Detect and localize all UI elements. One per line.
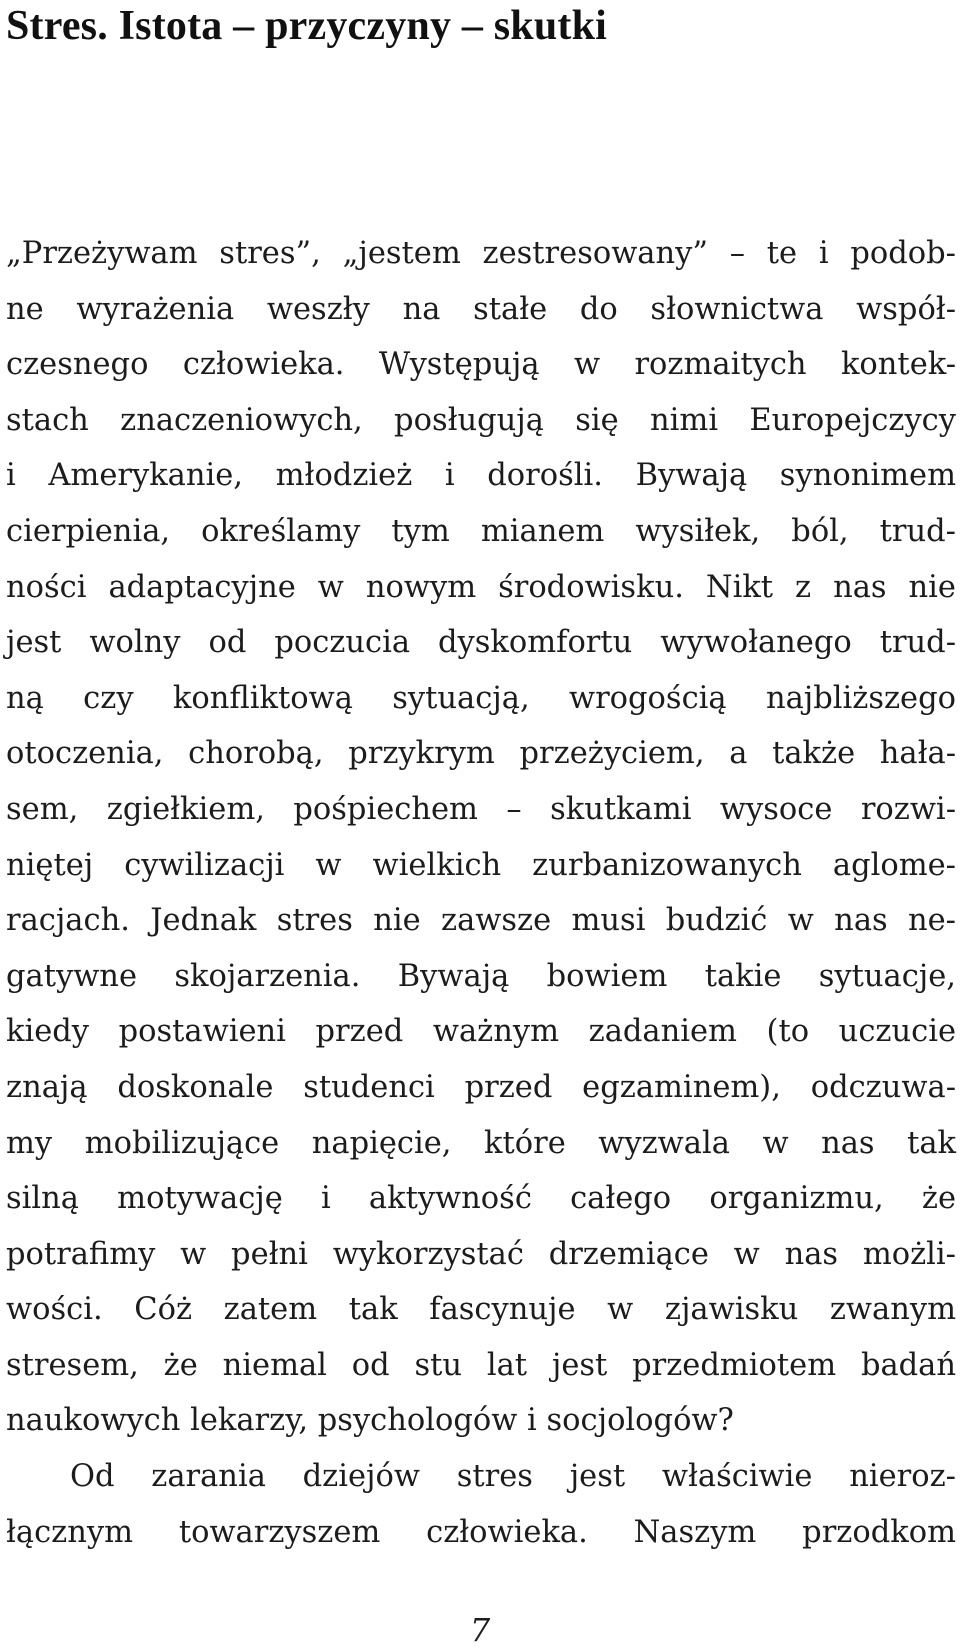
text-line: stach znaczeniowych, posługują się nimi Europejczycy (6, 402, 956, 438)
text-line: silną motywację i aktywność całego organizmu, że (6, 1181, 956, 1217)
text-line: ną czy konfliktową sytuacją, wrogością najbliższego (6, 680, 956, 716)
text-line: czesnego człowieka. Występują w rozmaitych kontek- (6, 347, 956, 383)
text-line: kiedy postawieni przed ważnym zadaniem (to uczucie (6, 1014, 956, 1050)
text-line: Od zarania dziejów stres jest właściwie nieroz- (70, 1459, 956, 1495)
text-line: cierpienia, określamy tym mianem wysiłek, ból, trud- (6, 513, 956, 549)
text-line: naukowych lekarzy, psychologów i socjologów? (6, 1403, 734, 1439)
text-line: i Amerykanie, młodzież i dorośli. Bywają synonimem (6, 458, 956, 494)
text-line: sem, zgiełkiem, pośpiechem – skutkami wysoce rozwi- (6, 791, 956, 827)
text-line: niętej cywilizacji w wielkich zurbanizowanych aglome- (6, 847, 956, 883)
body-text (6, 226, 956, 1560)
text-line: potrafimy w pełni wykorzystać drzemiące w nas możli- (6, 1236, 956, 1272)
text-line: wości. Cóż zatem tak fascynuje w zjawisku zwanym (6, 1292, 956, 1328)
text-line: „Przeżywam stres”, „jestem zestresowany” – te i podob- (6, 236, 956, 271)
text-line: łącznym towarzyszem człowieka. Naszym przodkom (6, 1514, 956, 1550)
text-line: gatywne skojarzenia. Bywają bowiem takie sytuacje, (6, 958, 956, 994)
text-line: stresem, że niemal od stu lat jest przedmiotem badań (6, 1347, 956, 1383)
text-line: znają doskonale studenci przed egzaminem), odczuwa- (6, 1069, 956, 1105)
text-line: ności adaptacyjne w nowym środowisku. Nikt z nas nie (6, 569, 956, 605)
text-line: ne wyrażenia weszły na stałe do słownictwa współ- (6, 291, 956, 327)
page-number: 7 (469, 1611, 491, 1649)
text-line: otoczenia, chorobą, przykrym przeżyciem, a także hała- (6, 736, 956, 772)
text-line: racjach. Jednak stres nie zawsze musi budzić w nas ne- (6, 903, 956, 939)
chapter-title: Stres. Istota – przyczyny – skutki (6, 3, 608, 49)
text-line: my mobilizujące napięcie, które wyzwala w nas tak (6, 1125, 956, 1161)
text-line: jest wolny od poczucia dyskomfortu wywołanego trud- (6, 625, 956, 661)
